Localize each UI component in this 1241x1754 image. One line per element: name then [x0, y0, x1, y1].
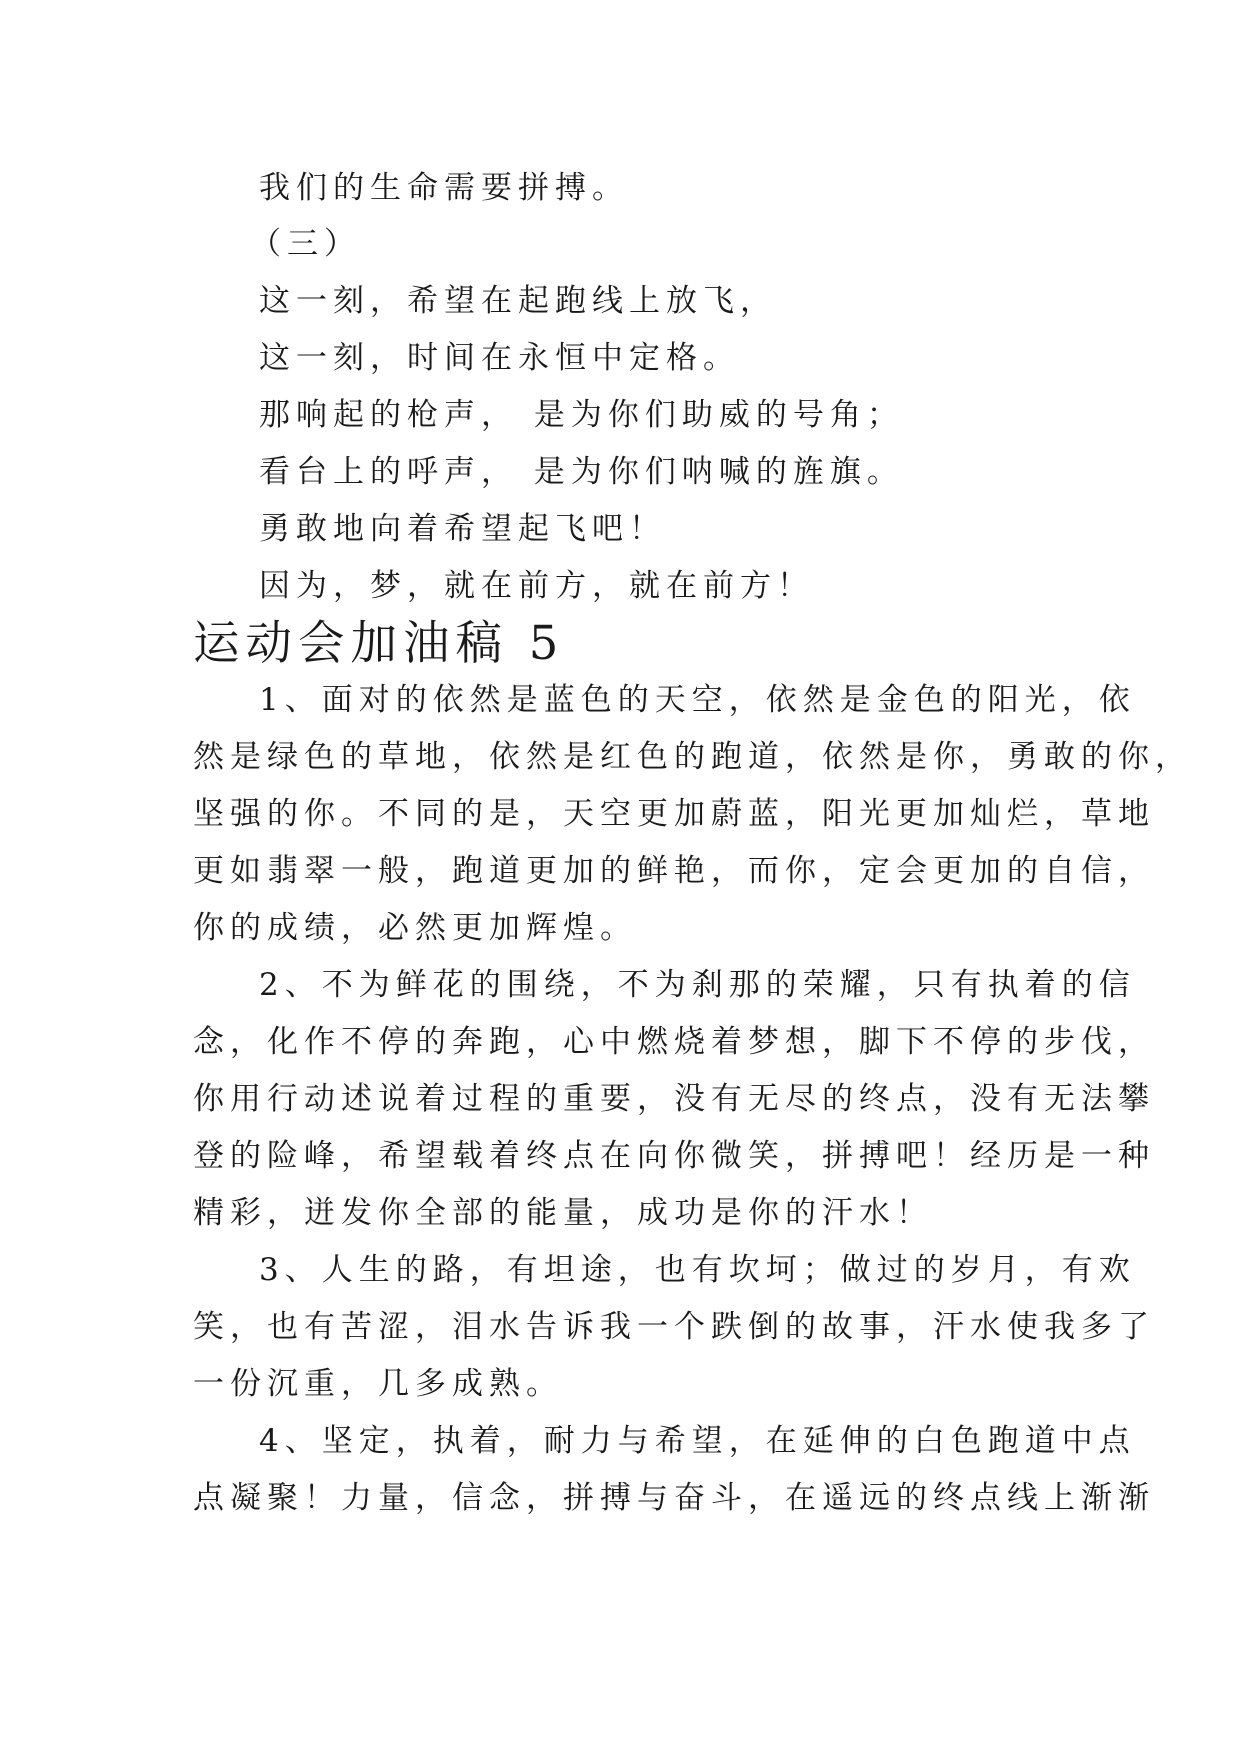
paragraph-line: 1、面对的依然是蓝色的天空，依然是金色的阳光，依	[259, 682, 1136, 718]
paragraph-line: 一份沉重，几多成熟。	[193, 1366, 563, 1402]
paragraph-line: 你的成绩，必然更加辉煌。	[193, 910, 637, 946]
paragraph-line: 更如翡翠一般，跑道更加的鲜艳，而你，定会更加的自信，	[193, 853, 1155, 889]
poem-line: 那响起的枪声， 是为你们助威的号角；	[259, 397, 904, 433]
poem-line: 这一刻，时间在永恒中定格。	[259, 340, 740, 376]
paragraph-line: 3、人生的路，有坦途，也有坎坷；做过的岁月，有欢	[259, 1252, 1136, 1288]
paragraph-line: 你用行动述说着过程的重要，没有无尽的终点，没有无法攀	[193, 1081, 1155, 1117]
paragraph-line: 坚强的你。不同的是，天空更加蔚蓝，阳光更加灿烂，草地	[193, 796, 1155, 832]
poem-line: 这一刻，希望在起跑线上放飞，	[259, 283, 777, 319]
poem-line: 勇敢地向着希望起飞吧！	[259, 511, 666, 547]
paragraph-line: 笑，也有苦涩，泪水告诉我一个跌倒的故事，汗水使我多了	[193, 1309, 1155, 1345]
paragraph-line: 念，化作不停的奔跑，心中燃烧着梦想，脚下不停的步伐，	[193, 1024, 1155, 1060]
paragraph-line: 精彩，迸发你全部的能量，成功是你的汗水！	[193, 1195, 933, 1231]
poem-line: 看台上的呼声， 是为你们呐喊的旌旗。	[259, 454, 904, 490]
paragraph-line: 登的险峰，希望载着终点在向你微笑，拼搏吧！经历是一种	[193, 1138, 1155, 1174]
part-marker: （三）	[250, 226, 361, 262]
paragraph-line: 点凝聚！力量，信念，拼搏与奋斗，在遥远的终点线上渐渐	[193, 1480, 1155, 1516]
poem-line: 因为，梦，就在前方，就在前方！	[259, 568, 814, 604]
section-title: 运动会加油稿 5	[193, 616, 565, 670]
paragraph-line: 2、不为鲜花的围绕，不为刹那的荣耀，只有执着的信	[259, 967, 1136, 1003]
poem-line: 我们的生命需要拼搏。	[259, 170, 629, 206]
paragraph-line: 然是绿色的草地，依然是红色的跑道，依然是你，勇敢的你，	[193, 739, 1192, 775]
paragraph-line: 4、坚定，执着，耐力与希望，在延伸的白色跑道中点	[259, 1423, 1136, 1459]
